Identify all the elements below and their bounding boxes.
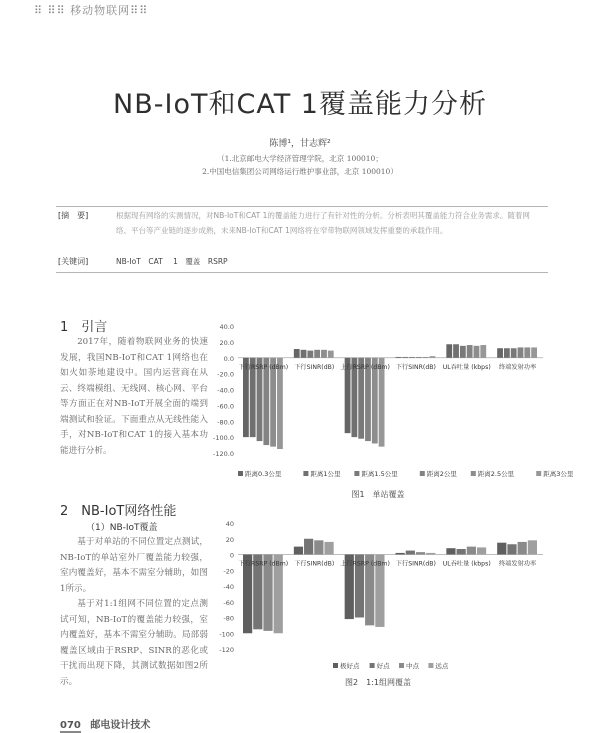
bar-1-1-2: [307, 351, 313, 358]
bar-2-3-2: [416, 552, 425, 554]
bar-1-3-2: [409, 357, 415, 358]
x-category-label: 上行RSRP (dBm): [340, 363, 390, 371]
page-title: NB-IoT和CAT 1覆盖能力分析: [113, 89, 487, 120]
legend-swatch: [399, 663, 404, 668]
legend-swatch: [354, 471, 359, 476]
affiliation-2: 2.中国电信集团公司网络运行维护事业部，北京 100010）: [202, 167, 398, 176]
section2-heading: 2 NB-IoT网络性能: [60, 504, 177, 519]
x-category-label: 下行SINR(dB): [395, 363, 436, 371]
legend-label: 距离3公里: [543, 470, 574, 478]
x-category-label: 上行RSRP (dBm): [340, 560, 390, 568]
page-footer: [60, 716, 150, 731]
legend-swatch: [428, 663, 433, 668]
bar-2-3-3: [426, 553, 435, 555]
legend-swatch: [303, 471, 308, 476]
y-tick-label: -80: [223, 614, 234, 623]
legend-label: 极好点: [340, 662, 360, 670]
legend-label: 距离0.3公里: [245, 470, 282, 478]
legend-label: 中点: [406, 662, 419, 670]
y-tick-label: -100: [219, 630, 234, 639]
section2-subheading: （1）NB-IoT覆盖: [86, 523, 158, 533]
section1-body: [60, 335, 208, 459]
abstract-top-rule: [56, 206, 548, 207]
bar-1-1-5: [328, 351, 334, 358]
bar-1-1-3: [314, 350, 320, 358]
y-tick-label: 40.0: [219, 323, 234, 331]
x-category-label: 下行SINR(dB): [395, 560, 436, 568]
figure2-caption: 图2 1:1组网覆盖: [345, 678, 411, 687]
y-tick-label: -120: [219, 646, 234, 654]
y-tick-label: -120.0: [213, 450, 234, 458]
journal-name: 邮电设计技术: [90, 720, 151, 731]
bar-1-4-5: [480, 345, 486, 358]
legend-swatch: [333, 663, 338, 668]
bar-1-4-2: [460, 346, 466, 358]
bar-2-4-0: [446, 548, 455, 554]
bar-2-1-0: [294, 547, 303, 555]
bar-2-4-3: [477, 547, 486, 554]
bar-2-1-3: [324, 542, 333, 555]
bar-1-1-0: [294, 349, 300, 358]
keywords-text: NB-IoT CAT 1 覆盖 RSRP: [116, 257, 228, 266]
bar-1-3-3: [416, 357, 422, 358]
chart-single-site-coverage: [208, 318, 574, 488]
bar-2-3-0: [396, 553, 405, 555]
journal-header: ⠿ ⠿⠿ 移动物联网⠿⠿: [34, 4, 149, 17]
figure1-caption: 图1 单站覆盖: [351, 490, 405, 499]
y-tick-label: -20: [223, 567, 234, 576]
affiliation-1: （1.北京邮电大学经济管理学院，北京 100010；: [217, 154, 383, 163]
y-tick-label: 0: [229, 551, 234, 560]
bar-2-1-1: [304, 539, 313, 555]
bar-1-5-3: [518, 347, 524, 357]
section2-paragraph-1: 基于对单站的不同位置定点测试，NB-IoT的单站室外厂覆盖能力较强，室内覆盖好，基本不需室分辅助，如图1所示。: [60, 537, 208, 594]
y-tick-label: 20: [225, 535, 234, 544]
y-tick-label: -80.0: [217, 418, 234, 427]
x-category-label: UL吞吐量 (kbps): [442, 560, 491, 568]
bar-1-2-5: [379, 358, 385, 447]
abstract-bottom-rule: [56, 272, 548, 273]
x-category-label: 终端发射功率: [499, 363, 537, 371]
bar-1-3-0: [396, 357, 402, 358]
section2-body: [60, 535, 208, 690]
bar-1-4-1: [453, 344, 459, 357]
bar-2-5-2: [518, 542, 527, 555]
section2-paragraph-2: 基于对1:1组网不同位置的定点测试可知，NB-IoT的覆盖能力较强，室内覆盖好，基本不需室分辅助。局部弱覆盖区域由于RSRP、SINR的恶化或干扰而出现下降，其测试数据如图2所示。: [60, 599, 208, 687]
legend-label: 距离1公里: [310, 470, 341, 478]
abstract-text: 根据现有网络的实测情况，对NB-IoT和CAT 1的覆盖能力进行了有针对性的分析。分析表明其覆盖能力符合业务需求。随着网络、平台等产业链的逐步成熟，未来NB-IoT和CAT 1网络将在窄带物联网领域发挥重要的承载作用。: [116, 211, 530, 235]
bar-2-1-2: [314, 540, 323, 554]
x-category-label: 下行SINR(dB): [294, 560, 335, 568]
bar-2-4-1: [457, 549, 466, 555]
section1-paragraph: 2017年，随着物联网业务的快速发展，我国NB-IoT和CAT 1网络也在如火如荼地建设中。国内运营商在从云、终端模组、无线网、核心网、平台等方面正在对NB-IoT开展全面的端到端测试和验证。下面重点从无线性能入手，对NB-IoT和CAT 1的接入基本功能进行分析。: [60, 337, 208, 456]
bar-1-5-1: [504, 348, 510, 358]
y-tick-label: -20.0: [217, 370, 234, 379]
bar-1-0-3: [263, 358, 269, 445]
bar-1-4-0: [446, 344, 452, 357]
legend-label: 距离2公里: [426, 470, 457, 478]
y-tick-label: 20.0: [219, 338, 234, 347]
x-category-label: UL吞吐量 (kbps): [442, 363, 491, 371]
legend-swatch: [536, 471, 541, 476]
y-tick-label: 40: [225, 520, 234, 528]
legend-label: 好点: [376, 662, 390, 670]
legend-swatch: [370, 663, 375, 668]
legend-label: 距离2.5公里: [477, 470, 515, 478]
y-tick-label: -60.0: [217, 402, 234, 411]
bar-1-4-3: [467, 345, 473, 358]
x-category-label: 下行RSRP (dBm): [238, 560, 289, 568]
y-tick-label: -100.0: [213, 434, 234, 443]
abstract-label: [摘 要]: [58, 211, 89, 220]
x-category-label: 终端发射功率: [499, 560, 537, 568]
bar-1-5-2: [511, 348, 517, 358]
bar-1-5-0: [497, 348, 503, 358]
legend-swatch: [238, 471, 243, 476]
x-category-label: 下行RSRP (dBm): [238, 363, 289, 371]
bar-1-1-4: [321, 350, 327, 358]
page-number: 070: [60, 720, 81, 731]
keywords-label: [关键词]: [58, 257, 89, 266]
legend-swatch: [471, 471, 476, 476]
bar-1-3-5: [430, 356, 436, 358]
chart-network-coverage: [208, 515, 548, 675]
bar-1-1-1: [301, 350, 307, 358]
x-category-label: 下行SINR(dB): [294, 363, 335, 371]
y-tick-label: 0.0: [223, 354, 234, 363]
legend-label: 远点: [435, 662, 449, 670]
bar-2-5-3: [528, 540, 537, 554]
bar-1-0-4: [270, 358, 276, 447]
y-tick-label: -40.0: [217, 386, 234, 395]
y-tick-label: -40: [223, 583, 234, 591]
bar-2-5-0: [497, 543, 506, 555]
legend-swatch: [420, 471, 425, 476]
y-tick-label: -60: [223, 598, 234, 607]
bar-2-4-2: [467, 547, 476, 555]
bar-1-3-1: [402, 357, 408, 358]
legend-label: 距离1.5公里: [361, 470, 398, 478]
bar-1-5-4: [524, 347, 530, 357]
bar-2-3-1: [406, 551, 415, 555]
section1-heading: 1 引言: [60, 320, 108, 335]
bar-1-4-4: [474, 346, 480, 358]
bar-1-5-5: [531, 347, 537, 357]
bar-1-3-4: [423, 357, 429, 358]
bar-2-5-1: [507, 544, 516, 554]
authors: 陈博¹，甘志辉²: [269, 139, 331, 149]
bar-1-0-5: [277, 358, 283, 449]
